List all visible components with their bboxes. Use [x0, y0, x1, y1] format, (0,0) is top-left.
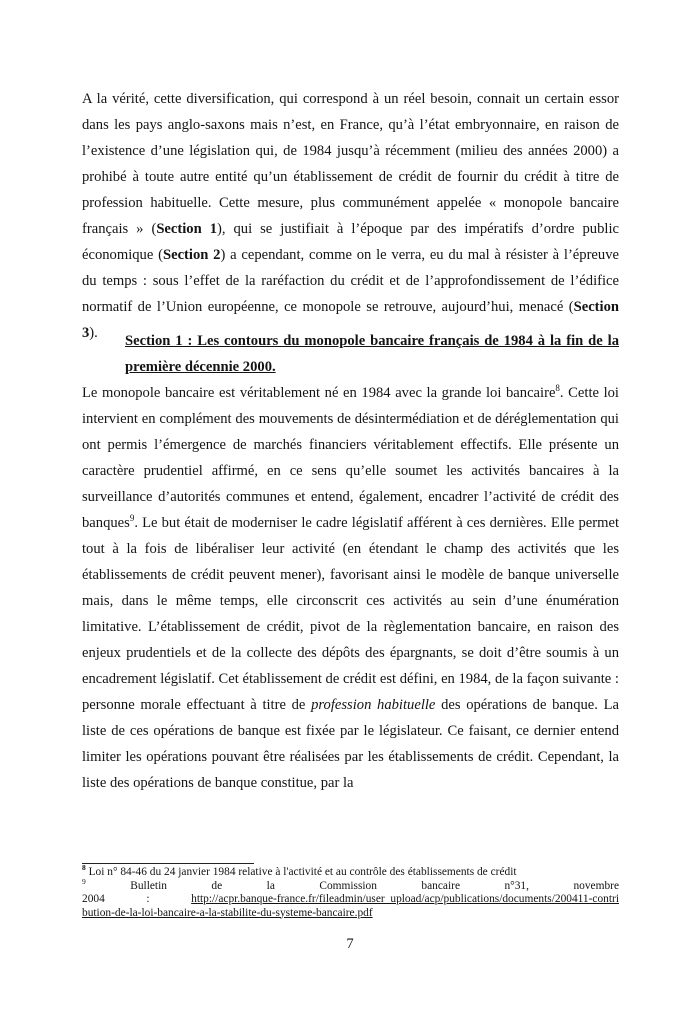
paragraph-text: A la vérité, cette diversification, qui correspond à un réel besoin, connait un certain essor dans les pays anglo-saxons mais n’est, en France, qu’à l’état embryonnaire, en raison de l’existence d’une législation qui, de 1984 jusqu’à récemment (milieu des années 2000) a prohibé à toute autre entité qu’un établissement de crédit de fournir du crédit à titre de profession habituelle. Cette mesure, plus communément appelée « monopole bancaire français » ( [82, 91, 619, 237]
footnote-number: 9 [82, 876, 86, 886]
footnote-number: 8 [82, 863, 86, 873]
paragraph-text: . Cette loi intervient en complément des mouvements de désintermédiation et de déréglementation qui ont permis l’émergence de marchés financiers véritablement effectifs. Elle présente un caractère prudentiel affirmé, en ce sens qu’elle soumet les activités bancaires à la surveillance d’autorités communes et entend, également, encadrer l’activité de crédit des banques [82, 385, 619, 531]
page-number: 7 [346, 936, 354, 952]
footnote-link[interactable]: http://acpr.banque-france.fr/fileadmin/user_upload/acp/publications/documents/200411-contribution-de-la-loi-bancaire-a-la-stabilite-du-systeme-bancaire.pdf [82, 893, 619, 919]
section-2-reference: Section 2 [162, 247, 221, 263]
paragraph-monopole [82, 380, 619, 796]
emphasis-profession-habituelle: profession habituelle [311, 697, 436, 713]
paragraph-text: ). [89, 325, 98, 341]
paragraph-text: Le monopole bancaire est véritablement né en 1984 avec la grande loi bancaire [82, 385, 556, 401]
footnote-8 [82, 863, 619, 880]
paragraph-text: ), qui se justifiait à l’époque par des impératifs d’ordre public économique ( [82, 221, 619, 263]
footnote-ref-8[interactable]: 8 [555, 383, 560, 394]
footnote-text: Loi n° 84-46 du 24 janvier 1984 relative à l'activité et au contrôle des établissements de crédit [85, 866, 517, 878]
section-heading [125, 328, 619, 380]
paragraph-text: des opérations de banque. La liste de ces opérations de banque est fixée par le législateur. Ce faisant, ce dernier entend limiter les opérations pouvant être réalisées par les établissements de crédit. Cependant, la liste des opérations de banque constitue, par la [82, 697, 619, 791]
footnote-9 [82, 876, 619, 921]
paragraph-intro [82, 86, 619, 346]
footnote-separator [82, 863, 254, 864]
footnotes [82, 863, 619, 920]
section-1-reference: Section 1 [156, 221, 217, 237]
paragraph-text: . Le but était de moderniser le cadre législatif afférent à ces dernières. Elle permet tout à la fois de libéraliser leur activité (en étendant le champ des activités que les établissements de crédit peuvent mener), favorisant ainsi le modèle de banque universelle mais, dans le même temps, elle circonscrit ces activités au sein d’une énumération limitative. L’établissement de crédit, pivot de la règlementation bancaire, en raison des enjeux prudentiels et de la collecte des dépôts des épargnants, se doit d’être soumis à un encadrement législatif. Cet établissement de crédit est défini, en 1984, de la façon suivante : personne morale effectuant à titre de [82, 515, 619, 713]
section-heading-text: Section 1 : Les contours du monopole bancaire français de 1984 à la fin de la première décennie 2000 [125, 333, 619, 375]
paragraph-text: ) a cependant, comme on le verra, eu du mal à résister à l’épreuve du temps : sous l’effet de la raréfaction du crédit et de l’approfondissement de l’édifice normatif de l’Union européenne, ce monopole se retrouve, aujourd’hui, menacé ( [82, 247, 619, 315]
section-heading-period: . [272, 359, 276, 375]
footnote-ref-9[interactable]: 9 [129, 513, 135, 524]
footnote-text: Bulletin de la Commission bancaire n°31, novembre 2004 : [82, 879, 619, 905]
section-3-reference: Section 3 [82, 299, 619, 341]
